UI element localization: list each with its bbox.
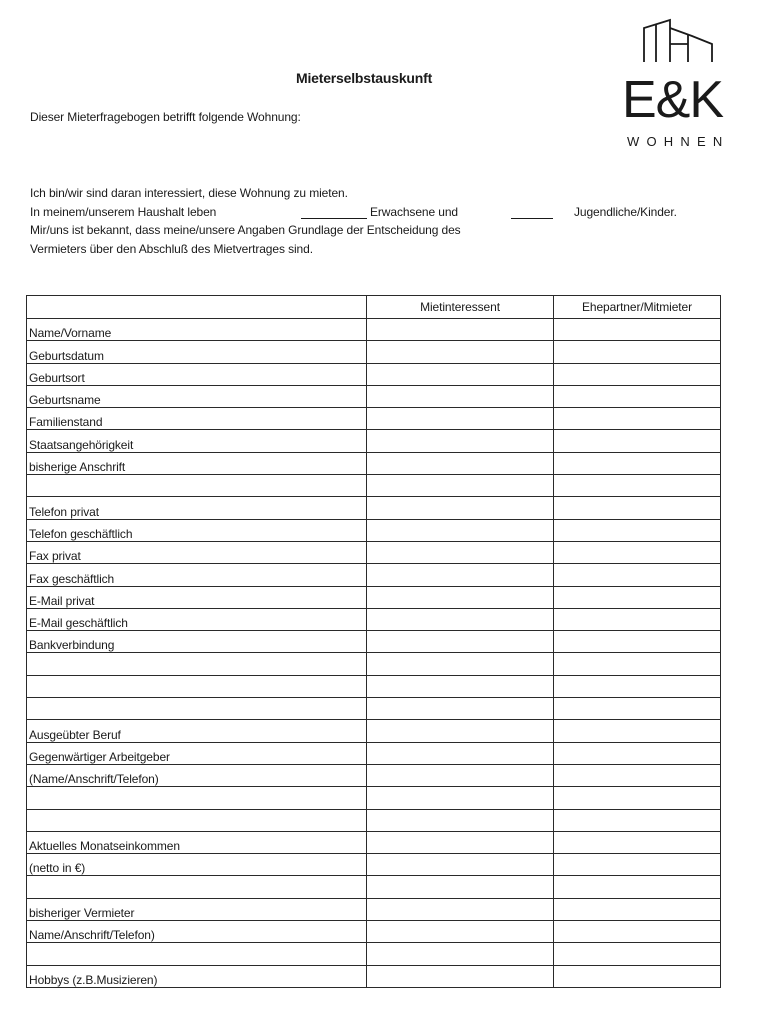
table-row: [27, 452, 721, 474]
table-row: [27, 363, 721, 385]
row-label: E-Mail geschäftlich: [27, 608, 367, 630]
applicant-field[interactable]: [367, 475, 554, 497]
partner-field[interactable]: [554, 787, 721, 809]
column-header-applicant: Mietinteressent: [367, 296, 554, 319]
applicant-field[interactable]: [367, 519, 554, 541]
table-row: [27, 698, 721, 720]
logo-text: E&K: [622, 71, 724, 129]
applicant-field[interactable]: [367, 787, 554, 809]
partner-field[interactable]: [554, 764, 721, 786]
row-label: Bankverbindung: [27, 631, 367, 653]
row-label: Geburtsname: [27, 385, 367, 407]
applicant-field[interactable]: [367, 742, 554, 764]
table-row: [27, 764, 721, 786]
notice-line-2: Vermieters über den Abschluß des Mietvertrages sind.: [30, 242, 313, 256]
applicant-field[interactable]: [367, 675, 554, 697]
interest-line: Ich bin/wir sind daran interessiert, diese Wohnung zu mieten.: [30, 186, 348, 200]
applicant-field[interactable]: [367, 653, 554, 675]
table-row: [27, 341, 721, 363]
row-label: E-Mail privat: [27, 586, 367, 608]
applicant-field[interactable]: [367, 943, 554, 965]
apartment-line: Dieser Mieterfragebogen betrifft folgende Wohnung:: [30, 110, 301, 124]
partner-field[interactable]: [554, 475, 721, 497]
table-row: [27, 475, 721, 497]
partner-field[interactable]: [554, 319, 721, 341]
partner-field[interactable]: [554, 720, 721, 742]
table-row: [27, 541, 721, 563]
applicant-field[interactable]: [367, 497, 554, 519]
applicant-field[interactable]: [367, 608, 554, 630]
table-header-row: [27, 296, 721, 319]
applicant-field[interactable]: [367, 720, 554, 742]
company-logo: [622, 16, 742, 152]
applicant-field[interactable]: [367, 319, 554, 341]
children-count-blank[interactable]: [511, 218, 553, 219]
row-label: [27, 787, 367, 809]
row-label: Fax geschäftlich: [27, 564, 367, 586]
table-row: [27, 943, 721, 965]
partner-field[interactable]: [554, 430, 721, 452]
applicant-field[interactable]: [367, 764, 554, 786]
row-label: bisheriger Vermieter: [27, 898, 367, 920]
table-row: [27, 385, 721, 407]
applicant-field[interactable]: [367, 698, 554, 720]
adults-count-blank[interactable]: [301, 218, 367, 219]
table-row: [27, 965, 721, 987]
row-label: Aktuelles Monatseinkommen: [27, 831, 367, 853]
table-row: [27, 608, 721, 630]
partner-field[interactable]: [554, 385, 721, 407]
partner-field[interactable]: [554, 519, 721, 541]
partner-field[interactable]: [554, 854, 721, 876]
table-row: [27, 675, 721, 697]
table-row: [27, 653, 721, 675]
row-label: Staatsangehörigkeit: [27, 430, 367, 452]
table-row: [27, 898, 721, 920]
table-row: [27, 742, 721, 764]
row-label: [27, 943, 367, 965]
applicant-field[interactable]: [367, 564, 554, 586]
table-row: [27, 921, 721, 943]
row-label: Fax privat: [27, 541, 367, 563]
column-header-partner: Ehepartner/Mitmieter: [554, 296, 721, 319]
row-label: Telefon privat: [27, 497, 367, 519]
applicant-field[interactable]: [367, 854, 554, 876]
partner-field[interactable]: [554, 408, 721, 430]
partner-field[interactable]: [554, 564, 721, 586]
applicant-field[interactable]: [367, 809, 554, 831]
row-label: Geburtsort: [27, 363, 367, 385]
row-label: [27, 876, 367, 898]
table-row: [27, 497, 721, 519]
row-label: Name/Vorname: [27, 319, 367, 341]
applicant-field[interactable]: [367, 586, 554, 608]
children-label: Jugendliche/Kinder.: [574, 205, 677, 219]
row-label: bisherige Anschrift: [27, 452, 367, 474]
partner-field[interactable]: [554, 653, 721, 675]
partner-field[interactable]: [554, 809, 721, 831]
household-prefix: In meinem/unserem Haushalt leben: [30, 205, 217, 219]
adults-label: Erwachsene und: [370, 205, 458, 219]
row-label: Geburtsdatum: [27, 341, 367, 363]
table-row: [27, 564, 721, 586]
row-label: (netto in €): [27, 854, 367, 876]
row-label: [27, 698, 367, 720]
partner-field[interactable]: [554, 363, 721, 385]
applicant-field[interactable]: [367, 408, 554, 430]
applicant-field[interactable]: [367, 831, 554, 853]
table-row: [27, 586, 721, 608]
table-row: [27, 430, 721, 452]
table-row: [27, 876, 721, 898]
applicant-field[interactable]: [367, 876, 554, 898]
row-label: [27, 475, 367, 497]
table-row: [27, 854, 721, 876]
table-row: [27, 787, 721, 809]
partner-field[interactable]: [554, 965, 721, 987]
table-row: [27, 319, 721, 341]
partner-field[interactable]: [554, 742, 721, 764]
row-label: Telefon geschäftlich: [27, 519, 367, 541]
partner-field[interactable]: [554, 898, 721, 920]
partner-field[interactable]: [554, 698, 721, 720]
form-rows: [27, 319, 721, 988]
table-row: [27, 519, 721, 541]
partner-field[interactable]: [554, 943, 721, 965]
partner-field[interactable]: [554, 452, 721, 474]
partner-field[interactable]: [554, 341, 721, 363]
partner-field[interactable]: [554, 675, 721, 697]
table-row: [27, 720, 721, 742]
applicant-field[interactable]: [367, 341, 554, 363]
applicant-field[interactable]: [367, 430, 554, 452]
row-label: (Name/Anschrift/Telefon): [27, 764, 367, 786]
partner-field[interactable]: [554, 631, 721, 653]
partner-field[interactable]: [554, 831, 721, 853]
partner-field[interactable]: [554, 876, 721, 898]
applicant-field[interactable]: [367, 385, 554, 407]
building-icon: [640, 16, 714, 64]
applicant-field[interactable]: [367, 921, 554, 943]
applicant-field[interactable]: [367, 363, 554, 385]
applicant-field[interactable]: [367, 541, 554, 563]
row-label: Hobbys (z.B.Musizieren): [27, 965, 367, 987]
column-header-label: [27, 296, 367, 319]
row-label: [27, 675, 367, 697]
applicant-field[interactable]: [367, 452, 554, 474]
partner-field[interactable]: [554, 541, 721, 563]
row-label: Familienstand: [27, 408, 367, 430]
logo-subtitle: WOHNEN: [627, 134, 730, 149]
page-title: Mieterselbstauskunft: [296, 70, 433, 86]
partner-field[interactable]: [554, 921, 721, 943]
table-row: [27, 631, 721, 653]
notice-line-1: Mir/uns ist bekannt, dass meine/unsere Angaben Grundlage der Entscheidung des: [30, 223, 461, 237]
row-label: [27, 809, 367, 831]
partner-field[interactable]: [554, 497, 721, 519]
row-label: Gegenwärtiger Arbeitgeber: [27, 742, 367, 764]
table-row: [27, 408, 721, 430]
partner-field[interactable]: [554, 586, 721, 608]
table-row: [27, 831, 721, 853]
applicant-field[interactable]: [367, 965, 554, 987]
partner-field[interactable]: [554, 608, 721, 630]
row-label: Name/Anschrift/Telefon): [27, 921, 367, 943]
applicant-field[interactable]: [367, 898, 554, 920]
row-label: Ausgeübter Beruf: [27, 720, 367, 742]
tenant-form-table: [26, 295, 721, 988]
row-label: [27, 653, 367, 675]
applicant-field[interactable]: [367, 631, 554, 653]
table-row: [27, 809, 721, 831]
